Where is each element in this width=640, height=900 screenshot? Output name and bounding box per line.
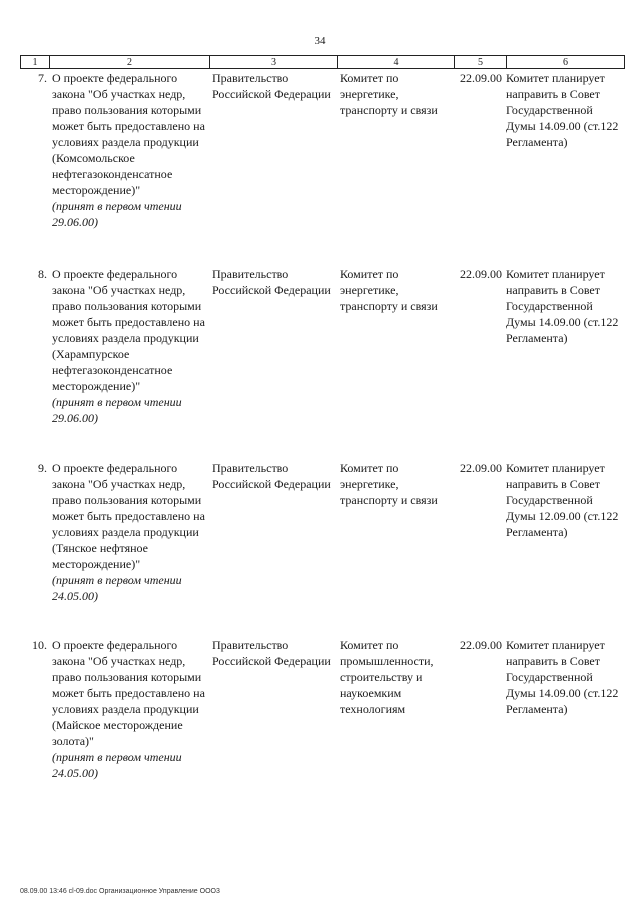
- bill-title-text: О проекте федерального закона "Об участках недр, право пользования которыми может быть предоставлено на условиях раздела продукции (Комсомольское нефтегазоконденсатное месторождение)": [52, 71, 205, 197]
- row-note: Комитет планирует направить в Совет Государственной Думы 14.09.00 (ст.122 Регламента): [506, 267, 619, 345]
- bill-title-text: О проекте федерального закона "Об участках недр, право пользования которыми может быть предоставлено на условиях раздела продукции (Майское месторождение золота)": [52, 638, 205, 748]
- bill-author: Правительство Российской Федерации: [212, 267, 331, 297]
- consideration-date: 22.09.00: [460, 461, 502, 475]
- bill-author: Правительство Российской Федерации: [212, 71, 331, 101]
- row-note: Комитет планирует направить в Совет Государственной Думы 14.09.00 (ст.122 Регламента): [506, 71, 619, 149]
- reading-status: (принят в первом чтении 29.06.00): [52, 199, 182, 229]
- responsible-committee: Комитет по промышленности, строительству и наукоемким технологиям: [340, 638, 434, 716]
- column-header-1: 1: [21, 56, 50, 69]
- row-number: 7.: [38, 71, 47, 85]
- consideration-date: 22.09.00: [460, 71, 502, 85]
- reading-status: (принят в первом чтении 24.05.00): [52, 573, 182, 603]
- row-number: 8.: [38, 267, 47, 281]
- row-number: 10.: [32, 638, 47, 652]
- bill-title: [52, 266, 208, 426]
- consideration-date: 22.09.00: [460, 638, 502, 652]
- row-number: 9.: [38, 461, 47, 475]
- responsible-committee: Комитет по энергетике, транспорту и связи: [340, 71, 438, 117]
- bill-title-text: О проекте федерального закона "Об участках недр, право пользования которыми может быть предоставлено на условиях раздела продукции (Тянское нефтяное месторождение)": [52, 461, 205, 571]
- column-header-2: 2: [50, 56, 210, 69]
- bill-title: [52, 460, 208, 604]
- bill-title: [52, 637, 208, 781]
- reading-status: (принят в первом чтении 24.05.00): [52, 750, 182, 780]
- reading-status: (принят в первом чтении 29.06.00): [52, 395, 182, 425]
- column-header-row: [20, 55, 625, 69]
- row-note: Комитет планирует направить в Совет Государственной Думы 14.09.00 (ст.122 Регламента): [506, 638, 619, 716]
- row-note: Комитет планирует направить в Совет Государственной Думы 12.09.00 (ст.122 Регламента): [506, 461, 619, 539]
- consideration-date: 22.09.00: [460, 267, 502, 281]
- bill-title: [52, 70, 208, 230]
- bill-title-text: О проекте федерального закона "Об участках недр, право пользования которыми может быть предоставлено на условиях раздела продукции (Харампурское нефтегазоконденсатное месторождение)": [52, 267, 205, 393]
- column-header-3: 3: [210, 56, 338, 69]
- column-header-6: 6: [507, 56, 625, 69]
- responsible-committee: Комитет по энергетике, транспорту и связи: [340, 267, 438, 313]
- column-header-5: 5: [455, 56, 507, 69]
- responsible-committee: Комитет по энергетике, транспорту и связи: [340, 461, 438, 507]
- page-number: 34: [314, 35, 326, 47]
- bill-author: Правительство Российской Федерации: [212, 638, 331, 668]
- column-header-4: 4: [338, 56, 455, 69]
- document-footer: 08.09.00 13:46 cl-09.doc Организационное Управление ООО3: [20, 888, 220, 895]
- bill-author: Правительство Российской Федерации: [212, 461, 331, 491]
